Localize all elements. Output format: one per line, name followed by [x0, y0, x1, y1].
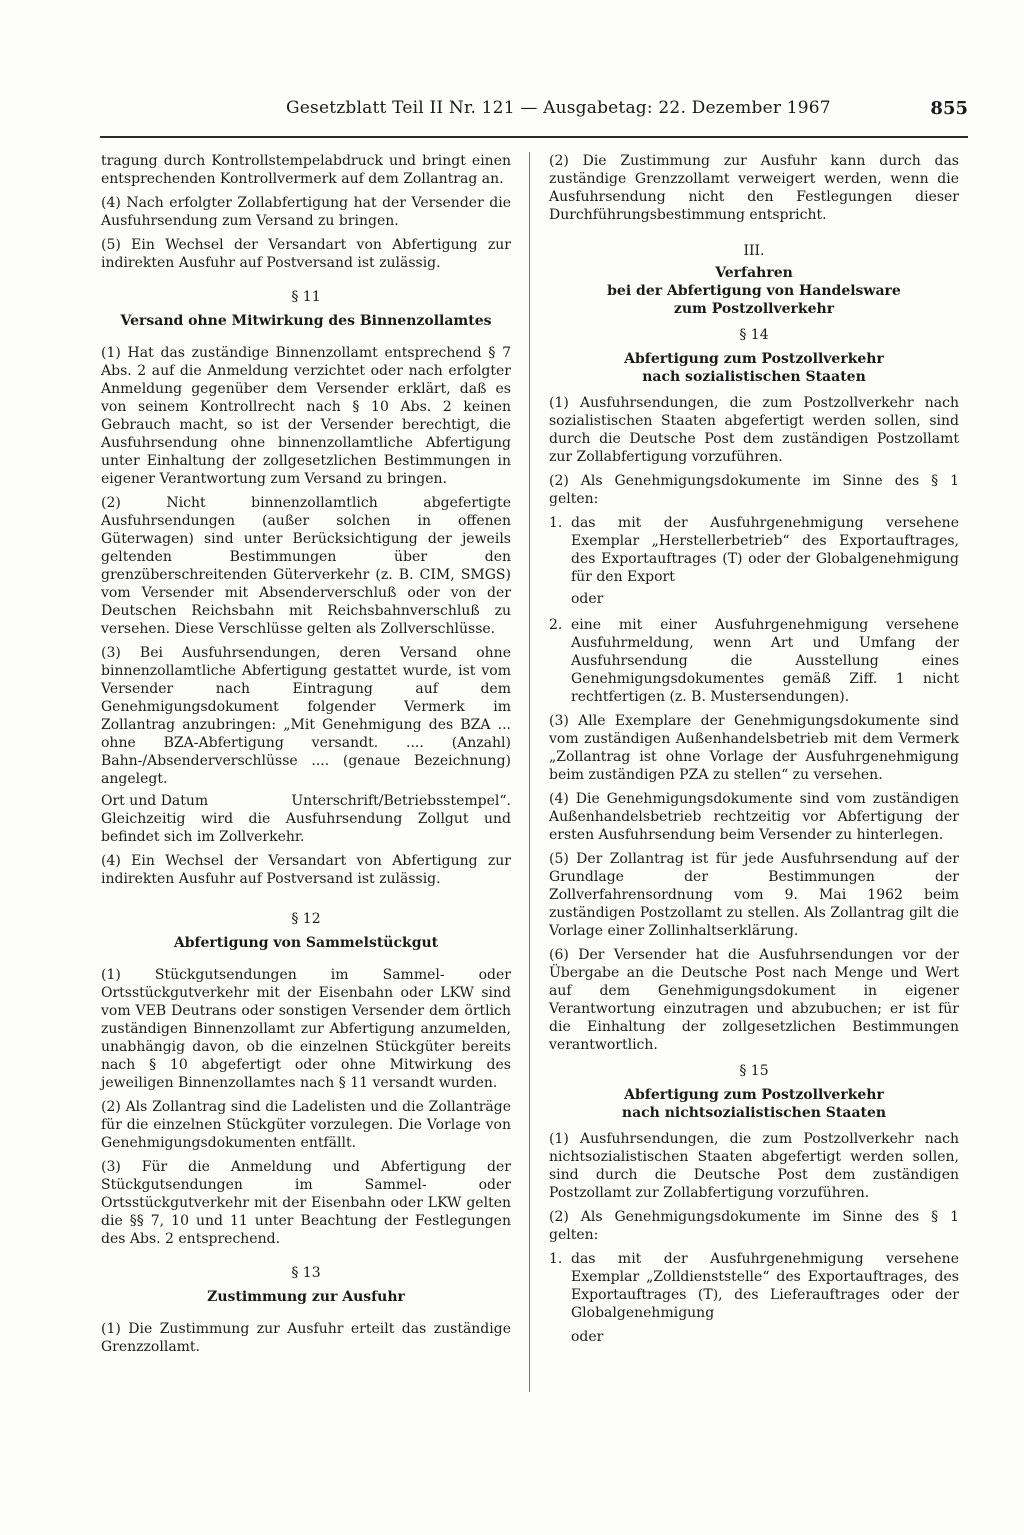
paragraph: Gleichzeitig wird die Ausfuhrsendung Zollgut und befindet sich im Zollverkehr. [101, 811, 511, 845]
right-column [549, 152, 959, 1354]
section-heading: Versand ohne Mitwirkung des Binnenzollamtes [120, 313, 492, 329]
paragraph: (6) Der Versender hat die Ausfuhrsendungen vor der Übergabe an die Deutsche Post nach Menge und Wert auf dem Genehmigungsdokument in eigener Verantwortung einzutragen und abzubuchen; er ist für die Einhaltung der zollgesetzlichen Bestimmungen verantwortlich. [549, 947, 959, 1053]
paragraph: (2) Die Zustimmung zur Ausfuhr kann durch das zuständige Grenzzollamt verweigert werden, wenn die Ausfuhrsendung nicht den Festlegungen dieser Durchführungsbestimmung entspricht. [549, 153, 959, 223]
list-item-text: das mit der Ausfuhrgenehmigung versehene Exemplar „Herstellerbetrieb“ des Exportauftrages, des Exportauftrages (T) oder der Globalgenehmigung für den Export [571, 515, 959, 585]
paragraph: (3) Alle Exemplare der Genehmigungsdokumente sind vom zuständigen Außenhandelsbetrieb mit dem Vermerk „Zollantrag ist ohne Vorlage der Ausfuhrgenehmigung beim zuständigen PZA zu stellen“ zu versehen. [549, 713, 959, 783]
paragraph: (3) Für die Anmeldung und Abfertigung der Stückgutsendungen im Sammel- oder Ortsstückgutverkehr mit der Eisenbahn oder LKW gelten die §§ 7, 10 und 11 unter Beachtung der Festlegungen des Abs. 2 entsprechend. [101, 1159, 511, 1247]
paragraph: (2) Als Genehmigungsdokumente im Sinne des § 1 gelten: [549, 473, 959, 507]
paragraph: (2) Als Zollantrag sind die Ladelisten und die Zollanträge für die einzelnen Stückgüter vorzulegen. Die Vorlage von Genehmigungsdokumenten entfällt. [101, 1099, 511, 1151]
place-date-label: Ort und Datum [101, 793, 209, 809]
paragraph: (5) Der Zollantrag ist für jede Ausfuhrsendung auf der Grundlage der Bestimmungen der Zollverfahrensordnung vom 9. Mai 1962 beim zuständigen Postzollamt zu stellen. Als Zollantrag gilt die Vorlage einer Zollinhaltserklärung. [549, 851, 959, 939]
column-divider [529, 152, 530, 1392]
paragraph: (4) Ein Wechsel der Versandart von Abfertigung zur indirekten Ausfuhr auf Postversand ist zulässig. [101, 853, 511, 887]
list-item-number: 1. [549, 1251, 563, 1267]
section-number: § 14 [739, 327, 769, 343]
left-column [101, 152, 511, 1362]
list-item-number: 2. [549, 617, 563, 633]
paragraph: (3) Bei Ausfuhrsendungen, deren Versand ohne binnenzollamtliche Abfertigung gestattet wurde, ist vom Versender nach Eintragung auf dem Genehmigungsdokument folgender Vermerk im Zollantrag anzubringen: „Mit Genehmigung des BZA ... ohne BZA-Abfertigung versandt. .... (Anzahl) Bahn-/Absenderverschlüsse .... (genaue Bezeichnung) angelegt. [101, 645, 511, 787]
section-heading [549, 350, 959, 386]
paragraph: (1) Hat das zuständige Binnenzollamt entsprechend § 7 Abs. 2 auf die Anmeldung verzichtet oder nach erfolgter Anmeldung gegenüber dem Versender erklärt, daß es von seinem Kontrollrecht nach § 10 Abs. 2 keinen Gebrauch macht, so ist der Versender berechtigt, die Ausfuhrsendung ohne binnenzollamtliche Abfertigung unter Einhaltung der zollgesetzlichen Bestimmungen in eigener Verantwortung zum Versand zu bringen. [101, 345, 511, 487]
page-header [100, 96, 968, 138]
section-heading-line: nach nichtsozialistischen Staaten [621, 1105, 887, 1121]
paragraph: (1) Ausfuhrsendungen, die zum Postzollverkehr nach nichtsozialistischen Staaten abgefertigt werden sollen, sind durch die Deutsche Post dem zuständigen Postzollamt zur Zollabfertigung vorzuführen. [549, 1131, 959, 1201]
section-number: § 13 [291, 1265, 321, 1281]
paragraph: (2) Als Genehmigungsdokumente im Sinne des § 1 gelten: [549, 1209, 959, 1243]
conjunction: oder [571, 591, 604, 607]
part-heading-line: zum Postzollverkehr [673, 301, 835, 317]
part-heading [549, 264, 959, 318]
list-item-number: 1. [549, 515, 563, 531]
list-item-text: eine mit einer Ausfuhrgenehmigung versehene Ausfuhrmeldung, wenn Art und Umfang der Ausfuhrsendung die Ausstellung eines Genehmigungsdokumentes gemäß Ziff. 1 nicht rechtfertigen (z. B. Mustersendungen). [571, 617, 959, 705]
list-item [549, 514, 959, 586]
section-heading: Zustimmung zur Ausfuhr [207, 1289, 405, 1305]
list-item [549, 1250, 959, 1322]
section-heading [549, 1086, 959, 1122]
list-item-text: das mit der Ausfuhrgenehmigung versehene Exemplar „Zolldienststelle“ des Exportauftrages, des Exportauftrages (T), des Lieferauftrages oder der Globalgenehmigung [571, 1251, 959, 1321]
part-heading-line: bei der Abfertigung von Handelsware [607, 283, 901, 299]
part-heading-line: Verfahren [715, 265, 793, 281]
paragraph: (1) Stückgutsendungen im Sammel- oder Ortsstückgutverkehr mit der Eisenbahn oder LKW sind vom VEB Deutrans oder sonstigen Versender dem örtlich zuständigen Binnenzollamt zur Abfertigung anzumelden, unabhängig davon, ob die einzelnen Stückgüter bereits nach § 10 abgefertigt oder ohne Mitwirkung des jeweiligen Binnenzollamtes nach § 11 versandt wurden. [101, 967, 511, 1091]
paragraph: (5) Ein Wechsel der Versandart von Abfertigung zur indirekten Ausfuhr auf Postversand ist zulässig. [101, 237, 511, 271]
section-heading-line: Abfertigung zum Postzollverkehr [624, 1087, 884, 1103]
conjunction: oder [571, 1329, 604, 1345]
part-number: III. [743, 243, 765, 259]
page-number: 855 [930, 98, 968, 119]
running-title: Gesetzblatt Teil II Nr. 121 — Ausgabetag: 22. Dezember 1967 [286, 98, 831, 118]
paragraph: (4) Die Genehmigungsdokumente sind vom zuständigen Außenhandelsbetrieb rechtzeitig vor Abfertigung der ersten Ausfuhrsendung beim Versender zu hinterlegen. [549, 791, 959, 843]
paragraph: (2) Nicht binnenzollamtlich abgefertigte Ausfuhrsendungen (außer solchen in offenen Güterwagen) sind unter Berücksichtigung der jeweils geltenden Bestimmungen über den grenzüberschreitenden Güterverkehr (z. B. CIM, SMGS) vom Versender mit Absenderverschluß oder von der Deutschen Reichsbahn mit Reichsbahnverschluß zu versehen. Diese Verschlüsse gelten als Zollverschlüsse. [101, 495, 511, 637]
paragraph: tragung durch Kontrollstempelabdruck und bringt einen entsprechenden Kontrollvermerk auf dem Zollantrag an. [101, 153, 511, 187]
section-number: § 15 [739, 1063, 769, 1079]
paragraph: (1) Ausfuhrsendungen, die zum Postzollverkehr nach sozialistischen Staaten abgefertigt werden sollen, sind durch die Deutsche Post dem zuständigen Postzollamt zur Zollabfertigung vorzuführen. [549, 395, 959, 465]
section-number: § 12 [291, 911, 321, 927]
list-item [549, 616, 959, 706]
paragraph: (1) Die Zustimmung zur Ausfuhr erteilt das zuständige Grenzzollamt. [101, 1321, 511, 1355]
signature-line [101, 792, 511, 810]
section-number: § 11 [291, 289, 321, 305]
section-heading-line: Abfertigung zum Postzollverkehr [624, 351, 884, 367]
signature-label: Unterschrift/Betriebsstempel“. [291, 793, 511, 809]
paragraph: (4) Nach erfolgter Zollabfertigung hat der Versender die Ausfuhrsendung zum Versand zu bringen. [101, 195, 511, 229]
section-heading-line: nach sozialistischen Staaten [642, 369, 866, 385]
section-heading: Abfertigung von Sammelstückgut [173, 935, 439, 951]
